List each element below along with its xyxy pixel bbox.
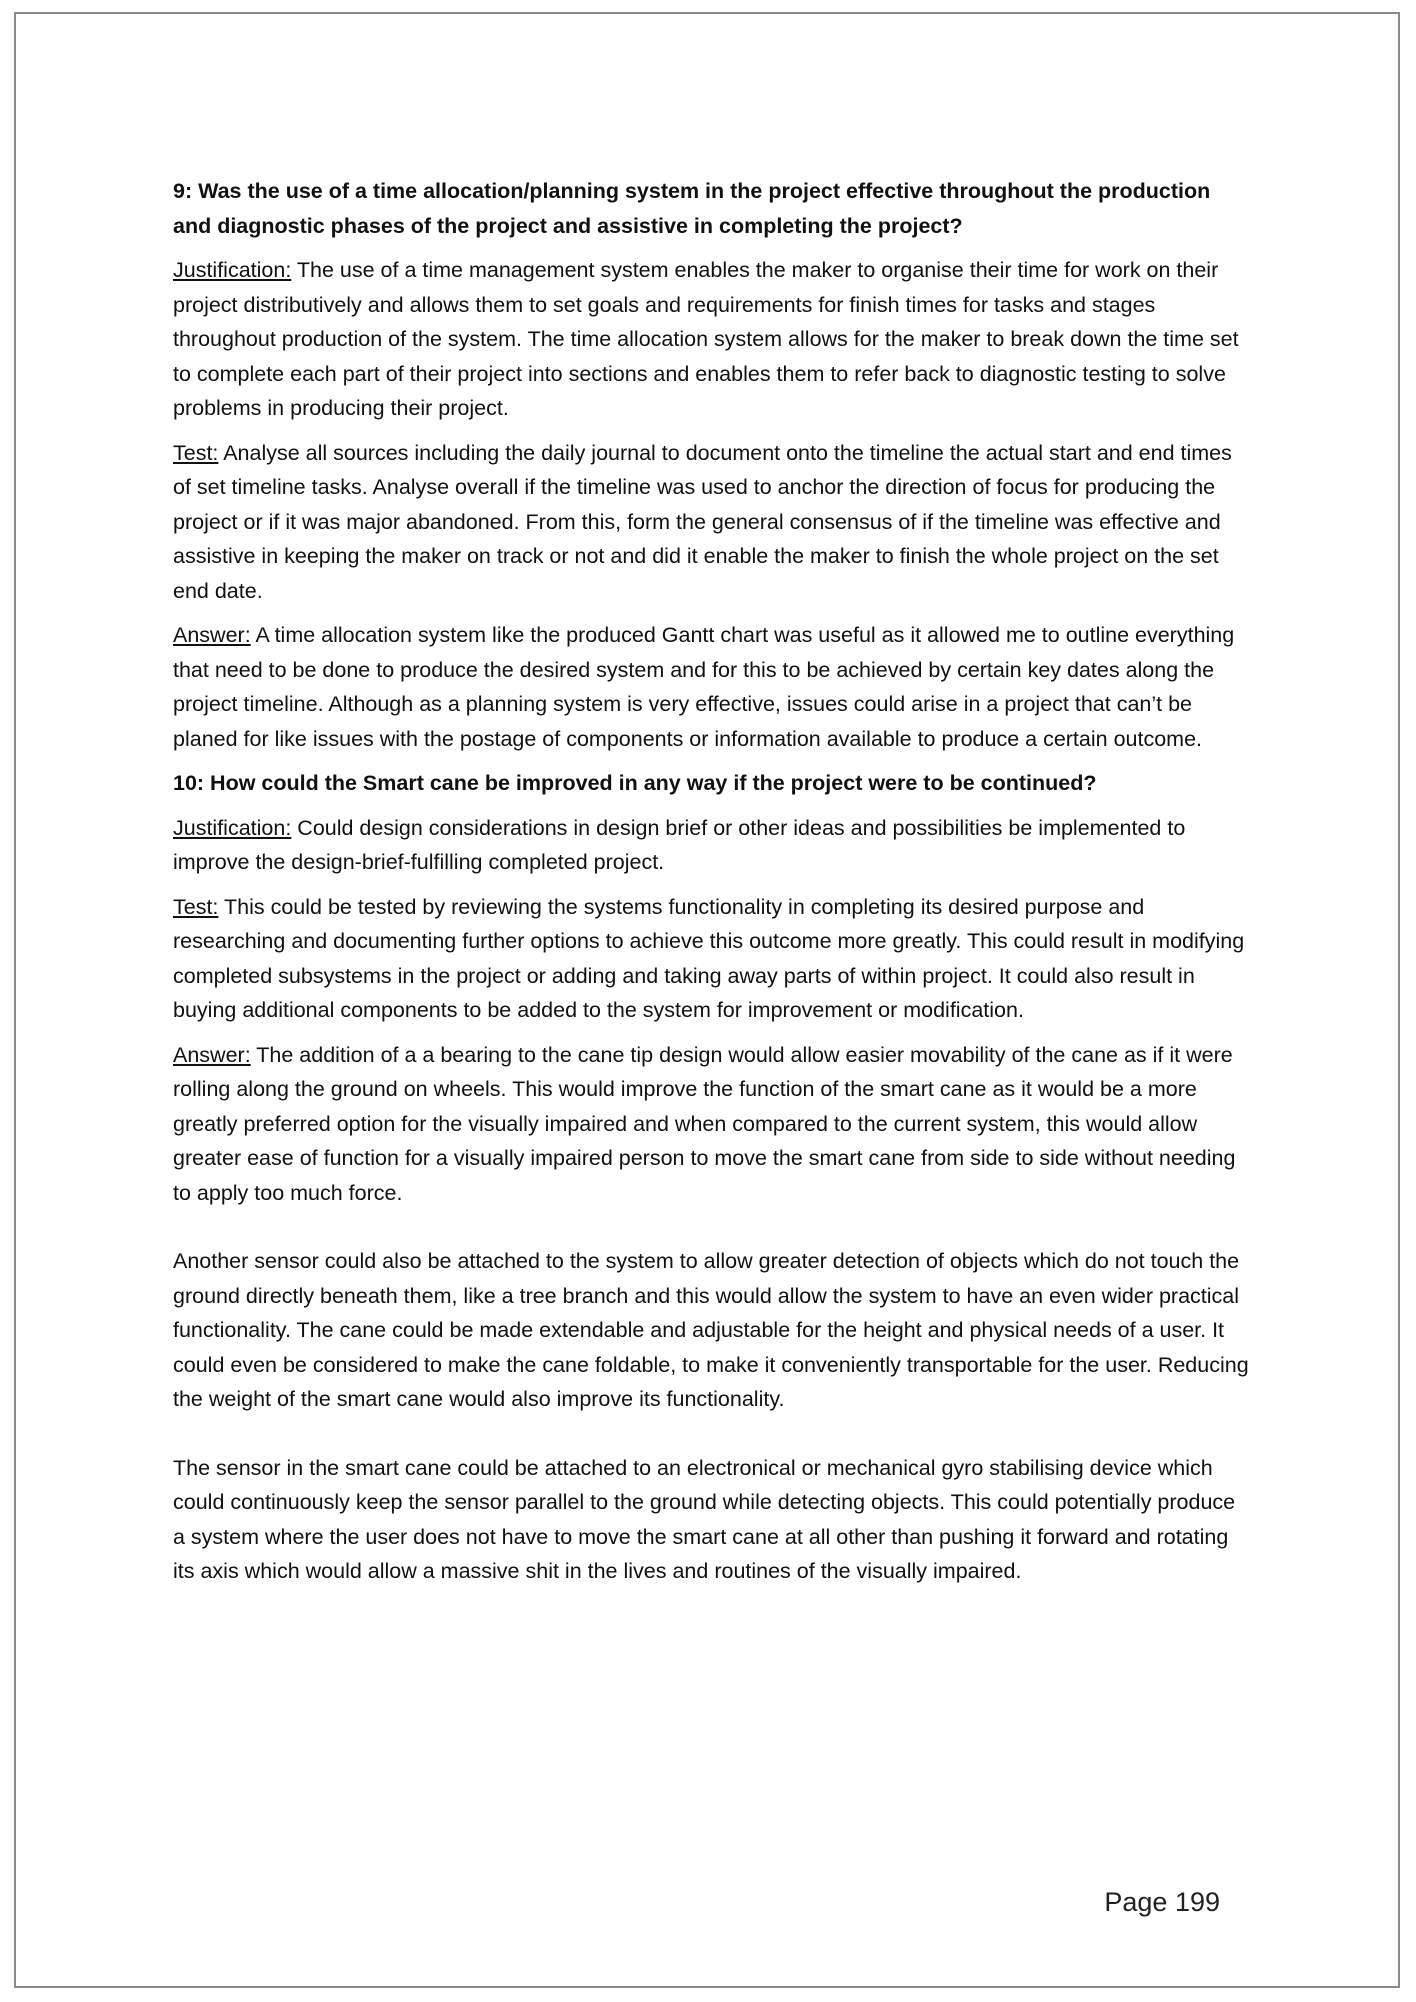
question-10-answer <box>173 1038 1253 1211</box>
test-text: Analyse all sources including the daily journal to document onto the timeline the actual start and end times of set timeline tasks. Analyse overall if the timeline was used to anchor the direction of focus for producing the project or if it was major abandoned. From this, form the general consensus of if the timeline was effective and assistive in keeping the maker on track or not and did it enable the maker to finish the whole project on the set end date. <box>173 440 1232 603</box>
answer-text: A time allocation system like the produced Gantt chart was useful as it allowed me to outline everything that need to be done to produce the desired system and for this to be achieved by certain key dates along the project timeline. Although as a planning system is very effective, issues could arise in a project that can’t be planed for like issues with the postage of components or information available to produce a certain outcome. <box>173 623 1235 751</box>
question-10-answer-paragraph-3: The sensor in the smart cane could be attached to an electronical or mechanical gyro stabilising device which could continuously keep the sensor parallel to the ground while detecting objects. This could potentially produce a system where the user does not have to move the smart cane at all other than pushing it forward and rotating its axis which would allow a massive shit in the lives and routines of the visually impaired. <box>173 1455 1236 1583</box>
justification-text: Could design considerations in design brief or other ideas and possibilities be implemented to improve the design-brief-fulfilling completed project. <box>173 815 1186 874</box>
page-number: Page 199 <box>1104 1887 1220 1917</box>
question-10-answer-paragraph-2: Another sensor could also be attached to the system to allow greater detection of objects which do not touch the ground directly beneath them, like a tree branch and this would allow the system to have an even wider practical functionality. The cane could be made extendable and adjustable for the height and physical needs of a user. It could even be considered to make the cane foldable, to make it conveniently transportable for the user. Reducing the weight of the smart cane would also improve its functionality. <box>173 1249 1249 1411</box>
answer-label: Answer: <box>173 623 251 647</box>
question-10-heading: 10: How could the Smart cane be improved in any way if the project were to be continued? <box>173 771 1097 795</box>
answer-text: The addition of a a bearing to the cane tip design would allow easier movability of the cane as if it were rolling along the ground on wheels. This would improve the function of the smart cane as it would be a more greatly preferred option for the visually impaired and when compared to the current system, this would allow greater ease of function for a visually impaired person to move the smart cane from side to side without needing to apply too much force. <box>173 1042 1236 1205</box>
test-label: Test: <box>173 894 219 919</box>
answer-label: Answer: <box>173 1042 251 1067</box>
test-label: Test: <box>173 440 219 465</box>
question-9-justification <box>173 253 1253 426</box>
question-10-test <box>173 890 1253 1028</box>
justification-label: Justification: <box>173 815 292 840</box>
question-9-answer <box>173 618 1253 756</box>
question-10-justification <box>173 811 1253 880</box>
page-content <box>173 174 1253 1599</box>
test-text: This could be tested by reviewing the systems functionality in completing its desired purpose and researching and documenting further options to achieve this outcome more greatly. This could result in modifying completed subsystems in the project or adding and taking away parts of within project. It could also result in buying additional components to be added to the system for improvement or modification. <box>173 894 1245 1022</box>
justification-label: Justification: <box>173 258 292 282</box>
question-9-heading: 9: Was the use of a time allocation/planning system in the project effective throughout the production and diagnostic phases of the project and assistive in completing the project? <box>173 179 1211 238</box>
justification-text: The use of a time management system enables the maker to organise their time for work on their project distributively and allows them to set goals and requirements for finish times for tasks and stages throughout production of the system. The time allocation system allows for the maker to break down the time set to complete each part of their project into sections and enables them to refer back to diagnostic testing to solve problems in producing their project. <box>173 258 1239 420</box>
question-9-test <box>173 436 1253 609</box>
document-page <box>14 12 1400 1988</box>
